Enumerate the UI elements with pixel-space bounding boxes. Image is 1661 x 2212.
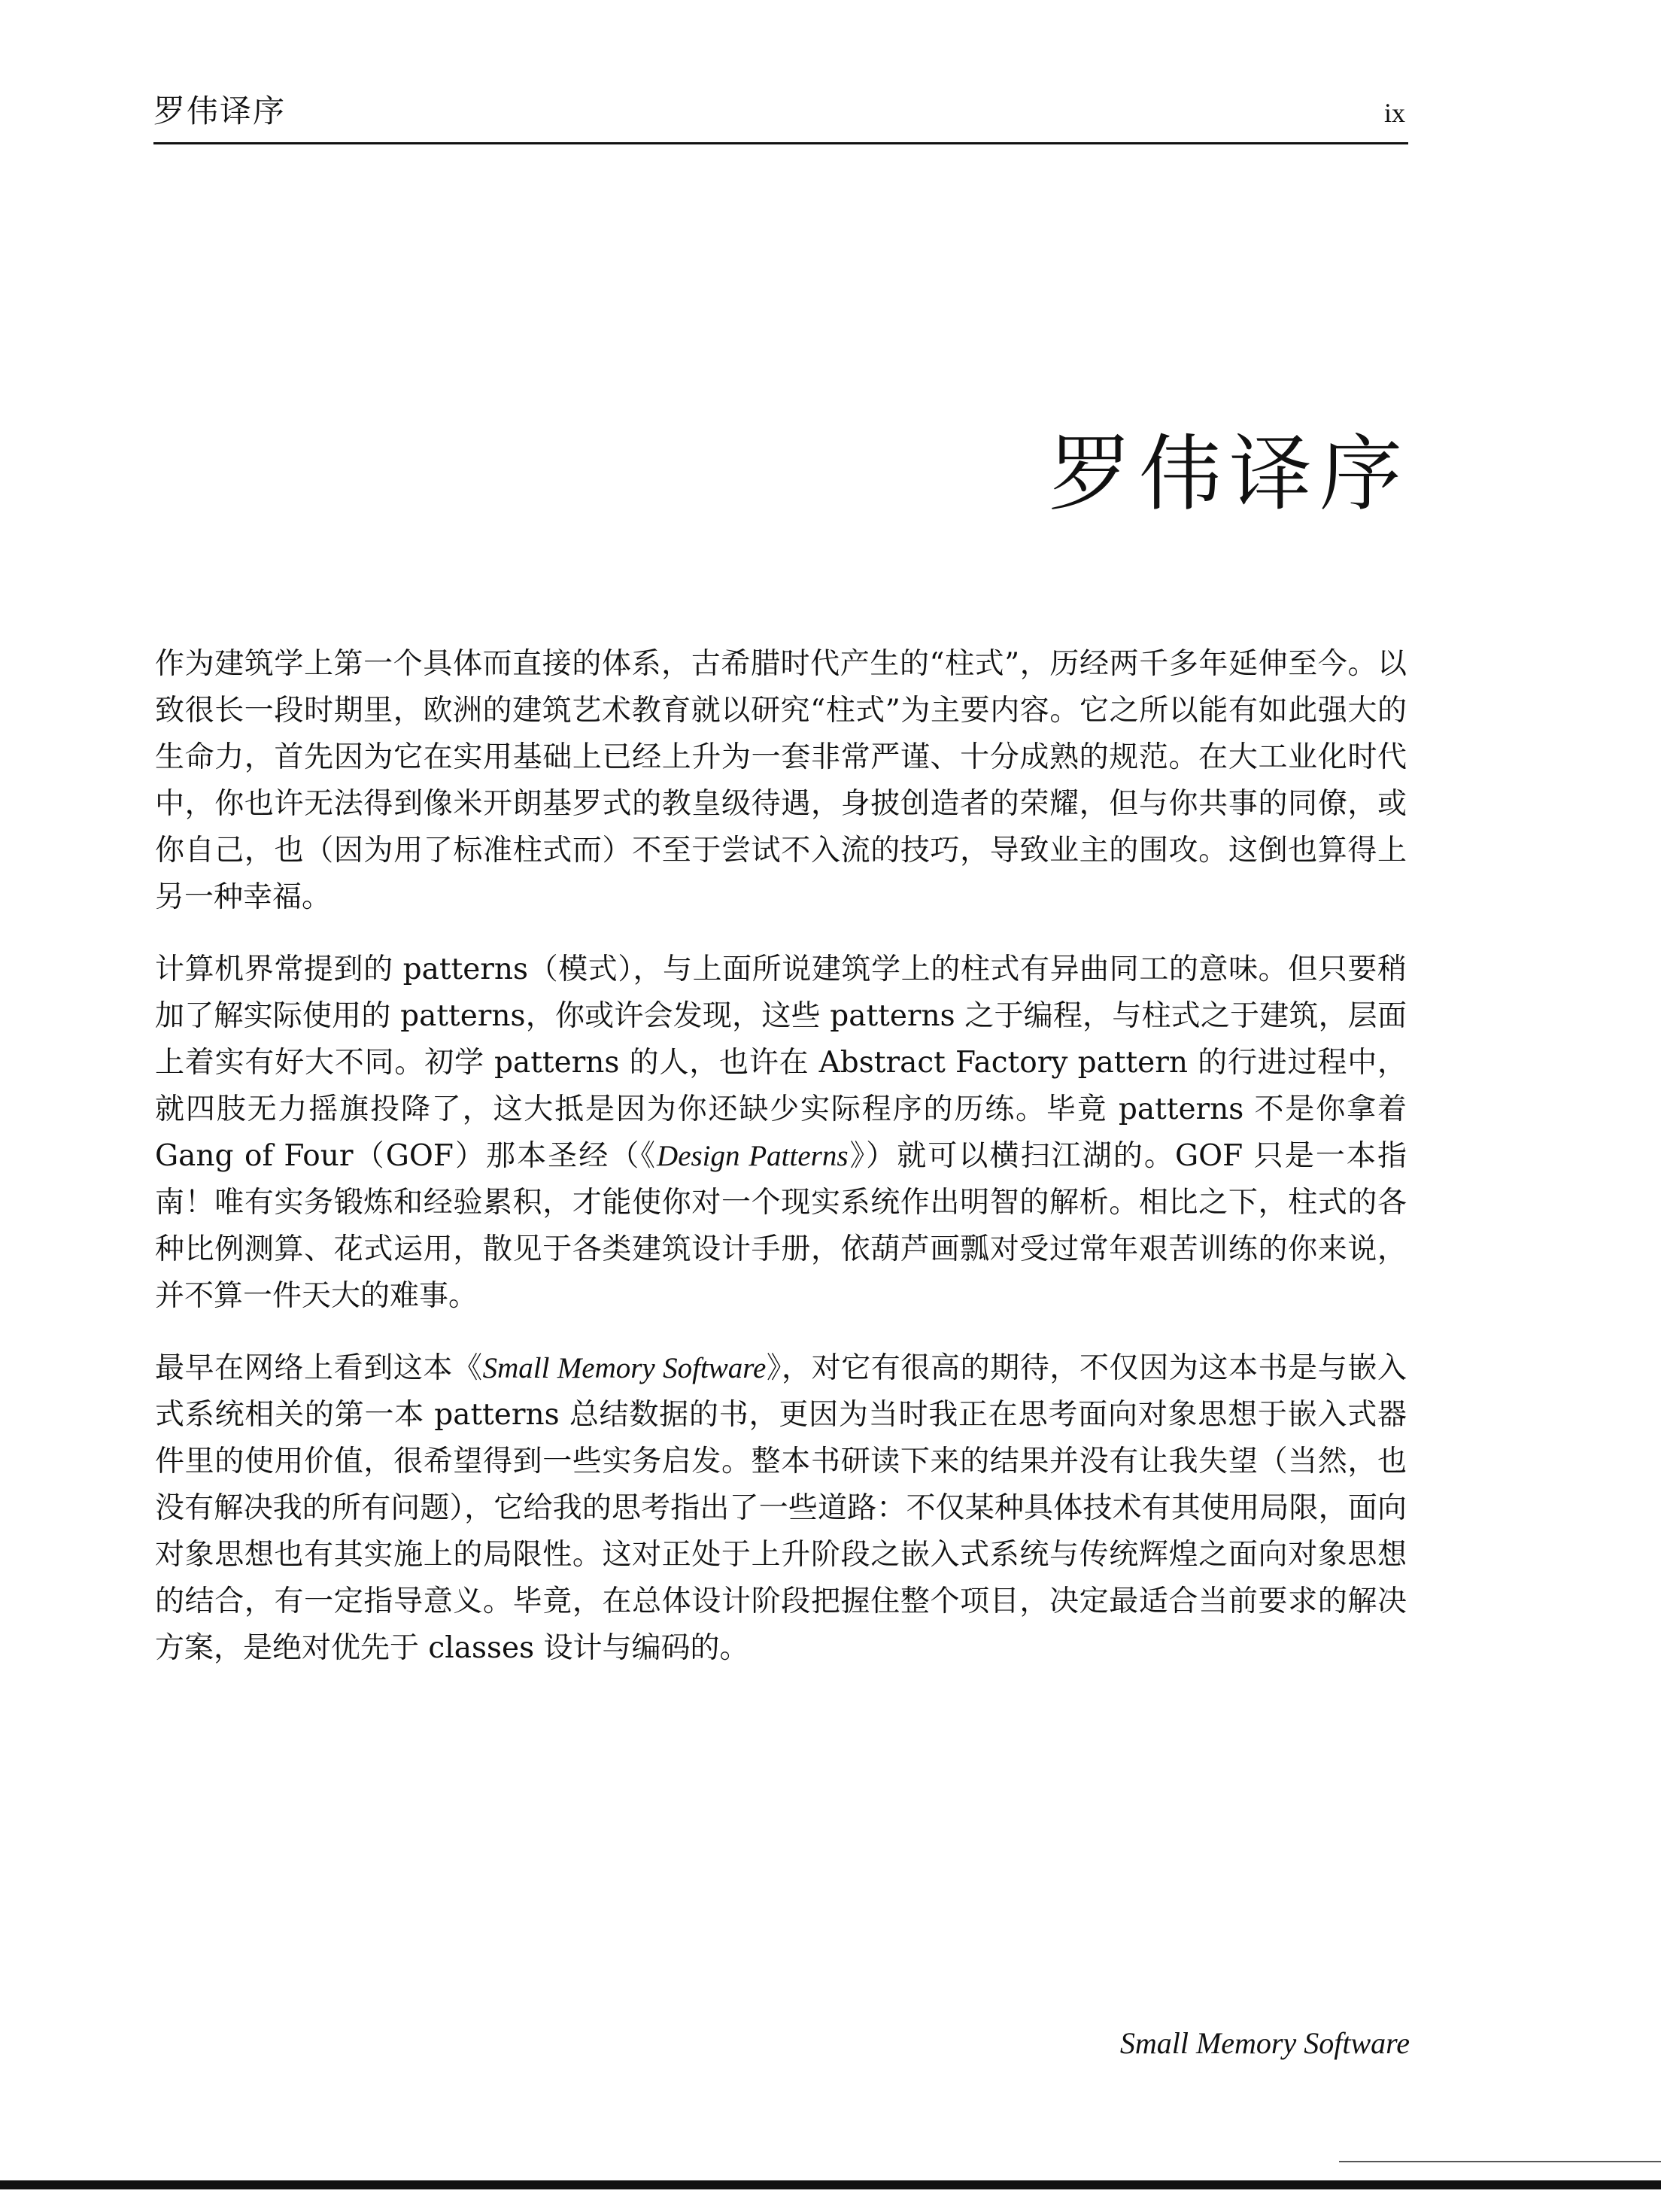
running-title: 罗伟译序 <box>153 93 287 129</box>
chapter-title: 罗伟译序 <box>1049 426 1410 522</box>
body-text <box>155 641 1407 1697</box>
book-title-design-patterns: Design Patterns <box>657 1140 849 1172</box>
page-number: ix <box>1383 98 1405 128</box>
scan-edge-thin <box>1339 2161 1661 2162</box>
paragraph-3 <box>155 1345 1407 1672</box>
paragraph-1: 作为建筑学上第一个具体而直接的体系，古希腊时代产生的“柱式”，历经两千多年延伸至今。以致很长一段时期里，欧洲的建筑艺术教育就以研究“柱式”为主要内容。它之所以能有如此强大的生命力，首先因为它在实用基础上已经上升为一套非常严谨、十分成熟的规范。在大工业化时代中，你也许无法得到像米开朗基罗式的教皇级待遇，身披创造者的荣耀，但与你共事的同僚，或你自己，也（因为用了标准柱式而）不至于尝试不入流的技巧，导致业主的围攻。这倒也算得上另一种幸福。 <box>155 647 1407 914</box>
paragraph-3-text-b: 》，对它有很高的期待，不仅因为这本书是与嵌入式系统相关的第一本 patterns 总结数据的书，更因为当时我正在思考面向对象思想于嵌入式器件里的使用价值，很希望得到一些实务启发。整本书研读下来的结果并没有让我失望（当然，也没有解决我的所有问题），它给我的思考指出了一些道路：不仅某种具体技术有其使用局限，面向对象思想也有其实施上的局限性。这对正处于上升阶段之嵌入式系统与传统辉煌之面向对象思想的结合，有一定指导意义。毕竟，在总体设计阶段把握住整个项目，决定最适合当前要求的解决方案，是绝对优先于 classes 设计与编码的。 <box>155 1351 1407 1665</box>
paragraph-2-text-b: 》）就可以横扫江湖的。GOF 只是一本指南！唯有实务锻炼和经验累积，才能使你对一个现实系统作出明智的解析。相比之下，柱式的各种比例测算、花式运用，散见于各类建筑设计手册，依葫芦画瓢对受过常年艰苦训练的你来说，并不算一件天大的难事。 <box>155 1139 1407 1313</box>
paragraph-3-text-a: 最早在网络上看到这本《 <box>155 1351 483 1385</box>
paragraph-2 <box>155 946 1407 1320</box>
header-rule <box>153 142 1408 144</box>
scan-edge <box>0 2180 1661 2189</box>
book-title-small-memory-software: Small Memory Software <box>482 1352 767 1384</box>
footer-book-title: Small Memory Software <box>1119 2026 1410 2060</box>
paragraph-2-text-a: 计算机界常提到的 patterns（模式），与上面所说建筑学上的柱式有异曲同工的意味。但只要稍加了解实际使用的 patterns，你或许会发现，这些 patterns 之于编程，与柱式之于建筑，层面上着实有好大不同。初学 patterns 的人，也许在 Abstract Factory pattern 的行进过程中，就四肢无力摇旗投降了，这大抵是因为你还缺少实际程序的历练。毕竟 patterns 不是你拿着 Gang of Four（GOF）那本圣经（《 <box>155 953 1407 1173</box>
running-header <box>153 89 1408 144</box>
